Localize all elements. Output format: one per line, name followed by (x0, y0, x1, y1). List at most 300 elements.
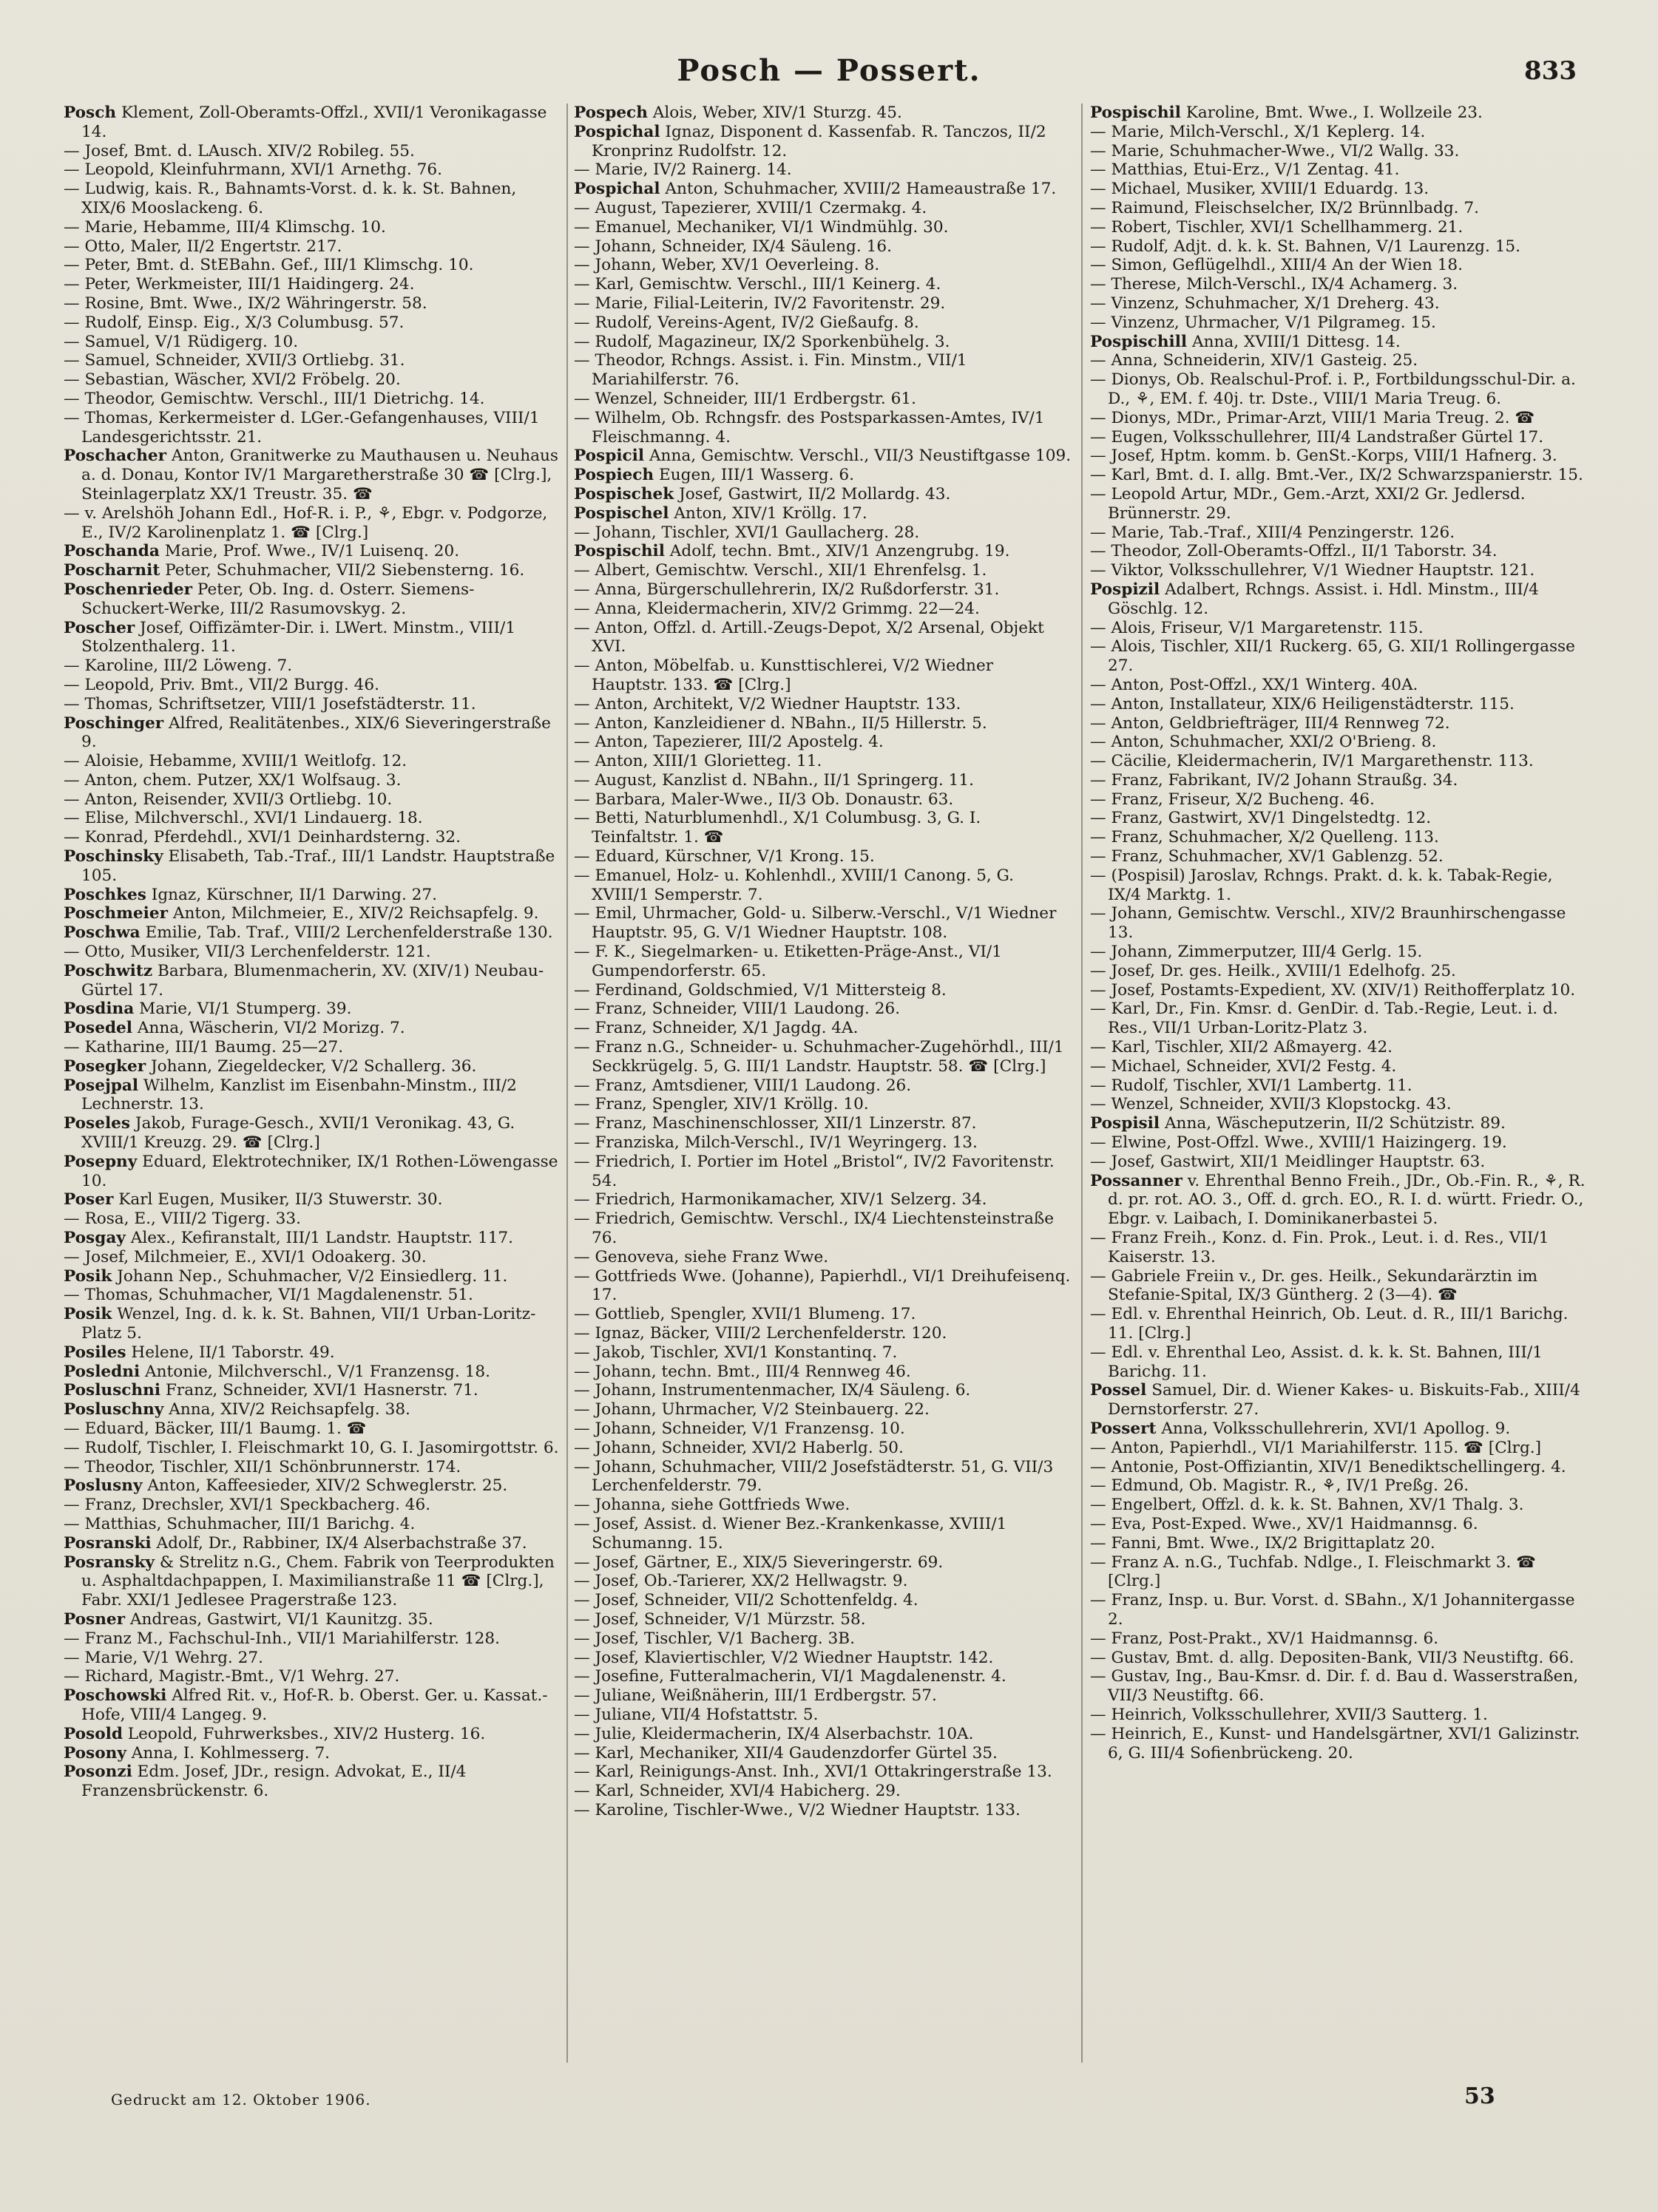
entry-surname: Pospizil (1090, 580, 1160, 599)
entry-surname: Poscher (64, 618, 135, 637)
entry-surname: Posik (64, 1266, 112, 1286)
entry-text: — Anton, Offzl. d. Artill.-Zeugs-Depot, X/2 Arsenal, Objekt XVI. (574, 618, 1044, 657)
entry-surname: Posdina (64, 1000, 135, 1019)
entry-surname: Poschwa (64, 923, 141, 943)
entry-text: — Anton, Papierhdl., VI/1 Mariahilferstr. 115. ☎ [Clrg.] (1090, 1438, 1542, 1457)
directory-entry (574, 733, 1072, 752)
entry-text: — Franz, Maschinenschlosser, XII/1 Linzerstr. 87. (574, 1114, 977, 1133)
directory-entry (574, 981, 1072, 1000)
entry-text: Alfred, Realitätenbes., XIX/6 Sieveringerstraße 9. (81, 713, 551, 752)
entry-surname: Posledni (64, 1362, 141, 1381)
directory-entry (574, 714, 1072, 733)
directory-entry (1090, 256, 1588, 275)
entry-text: — Emil, Uhrmacher, Gold- u. Silberw.-Verschl., V/1 Wiedner Hauptstr. 95, G. V/1 Wiedner Hauptstr. 108. (574, 904, 1057, 943)
entry-text: — Anton, Post-Offzl., XX/1 Winterg. 40A. (1090, 675, 1418, 694)
directory-entry (64, 447, 562, 503)
directory-entry (574, 1019, 1072, 1038)
directory-entry (574, 790, 1072, 810)
directory-entry (1090, 218, 1588, 237)
entry-text: Alex., Kefiranstalt, III/1 Landstr. Hauptstr. 117. (125, 1229, 514, 1248)
directory-entry (574, 390, 1072, 409)
entry-text: — Josef, Gastwirt, XII/1 Meidlinger Hauptstr. 63. (1090, 1152, 1486, 1171)
directory-entry (1090, 733, 1588, 752)
directory-entry (1090, 275, 1588, 294)
entry-surname: Pospiech (574, 466, 654, 485)
entry-text: Marie, Prof. Wwe., IV/1 Luisenq. 20. (159, 542, 460, 561)
entry-text: — Edl. v. Ehrenthal Heinrich, Ob. Leut. d. R., III/1 Barichg. 11. [Clrg.] (1090, 1305, 1569, 1343)
entry-text: — Karl, Gemischtw. Verschl., III/1 Keinerg. 4. (574, 275, 941, 294)
entry-text: Josef, Oiffizämter-Dir. i. LWert. Minstm., VIII/1 Stolzenthalerg. 11. (81, 618, 516, 657)
directory-entry (574, 1095, 1072, 1114)
directory-entry (574, 619, 1072, 657)
entry-text: — Leopold, Kleinfuhrmann, XVI/1 Arnethg. 76. (64, 160, 442, 180)
entry-surname: Posluschny (64, 1400, 164, 1419)
entry-text: — Robert, Tischler, XVI/1 Schellhammerg. 21. (1090, 217, 1464, 237)
directory-entry (1090, 313, 1588, 333)
entry-surname: Posiles (64, 1343, 126, 1362)
directory-entry (64, 1363, 562, 1382)
directory-entry (64, 1496, 562, 1515)
entry-text: — Johann, Zimmerputzer, III/4 Gerlg. 15. (1090, 943, 1423, 962)
entry-text: — Anton, Installateur, XIX/6 Heiligenstädterstr. 115. (1090, 694, 1515, 713)
entry-text: — Marie, V/1 Wehrg. 27. (64, 1648, 263, 1667)
directory-entry (64, 714, 562, 753)
directory-entry (1090, 1534, 1588, 1553)
directory-entry (574, 1324, 1072, 1343)
entry-text: Wenzel, Ing. d. k. k. St. Bahnen, VII/1 Urban-Loritz-Platz 5. (81, 1305, 536, 1343)
entry-text: — Anton, Kanzleidiener d. NBahn., II/5 Hillerstr. 5. (574, 713, 987, 733)
directory-entry (1090, 351, 1588, 370)
entry-text: — Jakob, Tischler, XVI/1 Konstantinq. 7. (574, 1343, 898, 1362)
page-title: Posch — Possert. (677, 53, 981, 88)
directory-entry (1090, 1305, 1588, 1343)
entry-surname: Poschkes (64, 885, 146, 904)
directory-entry (64, 1400, 562, 1419)
directory-entry (64, 1439, 562, 1458)
column-2 (574, 104, 1072, 2063)
directory-entry (64, 351, 562, 370)
entry-text: — Juliane, Weißnäherin, III/1 Erdbergstr. 57. (574, 1686, 937, 1706)
entry-text: — F. K., Siegelmarken- u. Etiketten-Präge-Anst., VI/1 Gumpendorferstr. 65. (574, 943, 1002, 980)
entry-text: — Karoline, Tischler-Wwe., V/2 Wiedner Hauptstr. 133. (574, 1800, 1021, 1819)
entry-text: — Betti, Naturblumenhdl., X/1 Columbusg. 3, G. I. Teinfaltstr. 1. ☎ (574, 809, 981, 847)
directory-entry (1090, 485, 1588, 523)
entry-text: — Marie, Hebamme, III/4 Klimschg. 10. (64, 217, 386, 237)
entry-text: — Franz Freih., Konz. d. Fin. Prok., Leut. i. d. Res., VII/1 Kaiserstr. 13. (1090, 1229, 1549, 1266)
directory-entry (1090, 142, 1588, 161)
directory-entry (1090, 904, 1588, 943)
directory-entry (64, 294, 562, 313)
directory-entry (64, 504, 562, 543)
entry-text: Leopold, Fuhrwerksbes., XIV/2 Husterg. 16. (122, 1724, 486, 1743)
entry-text: — Leopold Artur, MDr., Gem.-Arzt, XXI/2 Gr. Jedlersd. Brünnerstr. 29. (1090, 484, 1526, 523)
directory-entry (1090, 1133, 1588, 1153)
entry-text: — Johann, Tischler, XVI/1 Gaullacherg. 28. (574, 523, 920, 542)
directory-entry (574, 1267, 1072, 1306)
directory-entry (574, 1363, 1072, 1382)
entry-surname: Pospischel (574, 503, 669, 523)
directory-entry (1090, 428, 1588, 447)
entry-text: — Konrad, Pferdehdl., XVI/1 Deinhardsterng. 32. (64, 828, 461, 847)
directory-entry (574, 104, 1072, 123)
page-number: 833 (1524, 56, 1577, 86)
entry-text: Jakob, Furage-Gesch., XVII/1 Veronikag. 43, G. XVIII/1 Kreuzg. 29. ☎ [Clrg.] (81, 1114, 515, 1153)
entry-text: — Josef, Hptm. komm. b. GenSt.-Korps, VIII/1 Hafnerg. 3. (1090, 447, 1557, 466)
directory-entry (1090, 1725, 1588, 1763)
directory-entry (64, 1744, 562, 1763)
directory-entry (64, 943, 562, 962)
directory-entry (64, 1649, 562, 1668)
entry-surname: Pospichal (574, 180, 660, 199)
entry-text: — Dionys, Ob. Realschul-Prof. i. P., Fortbildungsschul-Dir. a. D., ⚘, EM. f. 40j. tr. Dste., VIII/1 Maria Treug. 6. (1090, 370, 1576, 408)
directory-entry (64, 1686, 562, 1725)
directory-entry (1090, 1649, 1588, 1668)
entry-text: Ignaz, Disponent d. Kassenfab. R. Tanczos, II/2 Kronprinz Rudolfstr. 12. (592, 122, 1046, 160)
entry-text: — Juliane, VII/4 Hofstattstr. 5. (574, 1705, 819, 1724)
entry-text: — Franz, Fabrikant, IV/2 Johann Straußg. 34. (1090, 770, 1458, 790)
directory-entry (1090, 523, 1588, 543)
entry-text: Alfred Rit. v., Hof-R. b. Oberst. Ger. u. Kassat.-Hofe, VIII/4 Langeg. 9. (81, 1686, 548, 1724)
directory-entry (64, 180, 562, 218)
entry-text: — Josefine, Futteralmacherin, VI/1 Magdalenenstr. 4. (574, 1667, 1006, 1686)
directory-entry (64, 313, 562, 333)
entry-text: — Elise, Milchverschl., XVI/1 Lindauerg. 18. (64, 809, 423, 828)
entry-text: — Richard, Magistr.-Bmt., V/1 Wehrg. 27. (64, 1667, 400, 1686)
entry-text: — Josef, Bmt. d. LAusch. XIV/2 Robileg. 55. (64, 141, 415, 160)
entry-text: Anna, Gemischtw. Verschl., VII/3 Neustiftgasse 109. (644, 447, 1072, 466)
entry-text: — Theodor, Tischler, XII/1 Schönbrunnerstr. 174. (64, 1457, 461, 1476)
directory-entry (1090, 180, 1588, 199)
directory-entry (574, 1572, 1072, 1591)
directory-entry (64, 409, 562, 447)
directory-entry (1090, 752, 1588, 771)
entry-text: Anna, Volksschullehrerin, XVI/1 Apollog. 9. (1156, 1419, 1511, 1438)
directory-entry (574, 1553, 1072, 1573)
entry-text: — Franz, Schneider, X/1 Jagdg. 4A. (574, 1019, 859, 1038)
directory-entry (1090, 962, 1588, 981)
directory-entry (64, 1286, 562, 1305)
entry-text: Anton, XIV/1 Kröllg. 17. (669, 503, 867, 523)
entry-text: — Aloisie, Hebamme, XVIII/1 Weitlofg. 12. (64, 752, 407, 771)
entry-text: — Franz, Schuhmacher, XV/1 Gablenzg. 52. (1090, 847, 1444, 866)
directory-entry (574, 275, 1072, 294)
directory-entry (1090, 542, 1588, 561)
directory-entry (574, 600, 1072, 619)
directory-entry (64, 1000, 562, 1019)
entry-text: Franz, Schneider, XVI/1 Hasnerstr. 71. (160, 1381, 478, 1400)
directory-entry (574, 333, 1072, 352)
entry-text: — Rudolf, Einsp. Eig., X/3 Columbusg. 57. (64, 313, 405, 332)
entry-surname: Posedel (64, 1019, 132, 1038)
entry-text: — Michael, Schneider, XVI/2 Festg. 4. (1090, 1056, 1397, 1076)
entry-text: — Franziska, Milch-Verschl., IV/1 Weyringerg. 13. (574, 1133, 978, 1153)
entry-text: — Franz A. n.G., Tuchfab. Ndlge., I. Fleischmarkt 3. ☎ [Clrg.] (1090, 1553, 1537, 1591)
directory-entry (64, 962, 562, 1000)
directory-entry (574, 1629, 1072, 1649)
entry-text: Anton, Milchmeier, E., XIV/2 Reichsapfelg. 9. (167, 904, 539, 923)
directory-entry (1090, 1076, 1588, 1096)
directory-entry (574, 485, 1072, 504)
directory-entry (64, 886, 562, 905)
directory-entry (64, 1553, 562, 1610)
entry-text: — Eduard, Bäcker, III/1 Baumg. 1. ☎ (64, 1419, 367, 1438)
directory-entry (64, 370, 562, 390)
entry-text: Samuel, Dir. d. Wiener Kakes- u. Biskuits-Fab., XIII/4 Dernstorferstr. 27. (1108, 1381, 1580, 1419)
entry-text: — August, Kanzlist d. NBahn., II/1 Springerg. 11. (574, 770, 975, 790)
entry-text: — Marie, Filial-Leiterin, IV/2 Favoritenstr. 29. (574, 294, 946, 313)
directory-entry (64, 752, 562, 771)
entry-text: — Franz n.G., Schneider- u. Schuhmacher-Zugehörhdl., III/1 Seckkrügelg. 5, G. III/1 Landstr. Hauptstr. 58. ☎ [Clrg.] (574, 1038, 1064, 1076)
directory-entry (574, 1381, 1072, 1400)
directory-entry (64, 580, 562, 619)
directory-entry (64, 1458, 562, 1477)
directory-entry (64, 847, 562, 886)
directory-entry (574, 447, 1072, 466)
entry-surname: Poschinsky (64, 847, 163, 866)
directory-entry (574, 313, 1072, 333)
entry-surname: Posransky (64, 1553, 155, 1572)
directory-entry (1090, 809, 1588, 828)
directory-entry (574, 1667, 1072, 1686)
entry-text: Peter, Ob. Ing. d. Osterr. Siemens-Schuckert-Werke, III/2 Rasumovskyg. 2. (81, 580, 475, 618)
entry-text: — Josef, Ob.-Tarierer, XX/2 Hellwagstr. 9. (574, 1572, 908, 1591)
directory-entry (1090, 294, 1588, 313)
directory-entry (574, 1153, 1072, 1191)
entry-text: — Anton, Schuhmacher, XXI/2 O'Brieng. 8. (1090, 733, 1437, 752)
directory-entry (1090, 714, 1588, 733)
directory-columns (64, 104, 1588, 2063)
directory-entry (574, 1763, 1072, 1782)
directory-entry (64, 1343, 562, 1363)
directory-entry (574, 1725, 1072, 1744)
entry-text: Barbara, Blumenmacherin, XV. (XIV/1) Neubau-Gürtel 17. (81, 961, 544, 1000)
entry-text: — Wilhelm, Ob. Rchngsfr. des Postsparkassen-Amtes, IV/1 Fleischmanng. 4. (574, 408, 1045, 447)
entry-text: — Marie, Tab.-Traf., XIII/4 Penzingerstr. 126. (1090, 523, 1455, 542)
directory-entry (64, 1114, 562, 1153)
entry-surname: Posch (64, 104, 117, 122)
entry-surname: Poschinger (64, 713, 164, 733)
entry-text: — Emanuel, Mechaniker, VI/1 Windmühlg. 30. (574, 217, 949, 237)
directory-entry (1090, 1095, 1588, 1114)
directory-entry (574, 160, 1072, 180)
entry-surname: Pospischil (574, 542, 665, 561)
entry-text: — Samuel, V/1 Rüdigerg. 10. (64, 332, 299, 351)
directory-entry (64, 1667, 562, 1686)
entry-text: — Theodor, Gemischtw. Verschl., III/1 Dietrichg. 14. (64, 389, 485, 408)
entry-text: — Friedrich, Gemischtw. Verschl., IX/4 Liechtensteinstraße 76. (574, 1210, 1055, 1248)
directory-entry (574, 1706, 1072, 1725)
directory-entry (574, 1343, 1072, 1363)
directory-entry (574, 1649, 1072, 1668)
entry-surname: Poschenrieder (64, 580, 193, 599)
directory-entry (64, 1210, 562, 1229)
column-divider (1081, 104, 1083, 2063)
entry-text: — Ludwig, kais. R., Bahnamts-Vorst. d. k. k. St. Bahnen, XIX/6 Mooslackeng. 6. (64, 180, 517, 217)
directory-entry (1090, 333, 1588, 352)
directory-entry (64, 771, 562, 790)
directory-entry (1090, 981, 1588, 1000)
entry-surname: Posold (64, 1724, 123, 1743)
directory-entry (64, 390, 562, 409)
entry-text: — Anna, Bürgerschullehrerin, IX/2 Rußdorferstr. 31. (574, 580, 1000, 599)
entry-text: — Otto, Musiker, VII/3 Lerchenfelderstr. 121. (64, 943, 431, 962)
entry-surname: Pospischil (1090, 104, 1181, 122)
entry-text: — Emanuel, Holz- u. Kohlenhdl., XVIII/1 Canong. 5, G. XVIII/1 Semperstr. 7. (574, 866, 1014, 904)
entry-text: — Franz, Friseur, X/2 Bucheng. 46. (1090, 790, 1375, 809)
directory-entry (574, 1419, 1072, 1439)
entry-text: — Thomas, Schriftsetzer, VIII/1 Josefstädterstr. 11. (64, 694, 476, 713)
entry-text: — Franz, Spengler, XIV/1 Kröllg. 10. (574, 1095, 869, 1114)
directory-entry (64, 237, 562, 257)
directory-entry (574, 1038, 1072, 1076)
directory-entry (64, 1763, 562, 1801)
directory-entry (1090, 1496, 1588, 1515)
entry-text: Josef, Gastwirt, II/2 Mollardg. 43. (674, 484, 951, 503)
directory-entry (1090, 771, 1588, 790)
entry-text: — Therese, Milch-Verschl., IX/4 Achamerg. 3. (1090, 275, 1458, 294)
directory-entry (1090, 409, 1588, 428)
directory-entry (574, 771, 1072, 790)
directory-entry (574, 123, 1072, 161)
entry-text: — Edl. v. Ehrenthal Leo, Assist. d. k. k. St. Bahnen, III/1 Barichg. 11. (1090, 1343, 1543, 1381)
entry-text: Anton, Kaffeesieder, XIV/2 Schweglerstr. 25. (142, 1476, 508, 1496)
entry-text: — Vinzenz, Schuhmacher, X/1 Dreherg. 43. (1090, 294, 1440, 313)
directory-entry (64, 1629, 562, 1649)
entry-text: Adalbert, Rchngs. Assist. i. Hdl. Minstm., III/4 Göschlg. 12. (1108, 580, 1539, 618)
entry-text: — Josef, Schneider, VII/2 Schottenfeldg. 4. (574, 1591, 918, 1610)
entry-text: — Edmund, Ob. Magistr. R., ⚘, IV/1 Preßg. 26. (1090, 1476, 1469, 1496)
directory-entry (1090, 580, 1588, 619)
entry-text: — August, Tapezierer, XVIII/1 Czermakg. 4. (574, 198, 927, 217)
entry-surname: Poschanda (64, 542, 160, 561)
entry-text: — Rudolf, Adjt. d. k. k. St. Bahnen, V/1 Laurenzg. 15. (1090, 237, 1521, 256)
entry-surname: Poschowski (64, 1686, 167, 1706)
entry-text: — Johann, techn. Bmt., III/4 Rennweg 46. (574, 1362, 911, 1381)
directory-entry (574, 504, 1072, 523)
entry-text: — Ferdinand, Goldschmied, V/1 Mittersteig 8. (574, 980, 947, 1000)
entry-text: — Johann, Gemischtw. Verschl., XIV/2 Braunhirschengasse 13. (1090, 904, 1566, 943)
entry-text: — Julie, Kleidermacherin, IX/4 Alserbachstr. 10A. (574, 1724, 974, 1743)
entry-text: — Simon, Geflügelhdl., XIII/4 An der Wien 18. (1090, 256, 1463, 275)
entry-surname: Poscharnit (64, 561, 160, 580)
directory-entry (64, 695, 562, 714)
directory-entry (1090, 637, 1588, 676)
entry-text: Anton, Schuhmacher, XVIII/2 Hameaustraße 17. (660, 180, 1057, 199)
directory-entry (574, 1686, 1072, 1706)
directory-entry (574, 847, 1072, 866)
entry-text: — Alois, Friseur, V/1 Margaretenstr. 115. (1090, 618, 1424, 637)
entry-surname: Posonzi (64, 1763, 132, 1782)
entry-surname: Poser (64, 1190, 114, 1210)
directory-entry (574, 218, 1072, 237)
directory-entry (574, 580, 1072, 600)
directory-entry (1090, 1706, 1588, 1725)
entry-text: — Josef, Postamts-Expedient, XV. (XIV/1) Reithofferplatz 10. (1090, 980, 1576, 1000)
entry-surname: Poslusny (64, 1476, 143, 1496)
entry-text: — Rudolf, Tischler, XVI/1 Lambertg. 11. (1090, 1076, 1412, 1095)
entry-surname: Possert (1090, 1419, 1157, 1438)
directory-entry (64, 1153, 562, 1191)
entry-text: — Peter, Bmt. d. StEBahn. Gef., III/1 Klimschg. 10. (64, 256, 474, 275)
entry-text: — Franz M., Fachschul-Inh., VII/1 Mariahilferstr. 128. (64, 1629, 500, 1648)
directory-entry (1090, 1229, 1588, 1267)
entry-text: — Johann, Uhrmacher, V/2 Steinbauerg. 22. (574, 1400, 930, 1419)
entry-text: Ignaz, Kürschner, II/1 Darwing. 27. (146, 885, 438, 904)
entry-text: — Wenzel, Schneider, XVII/3 Klopstockg. 43. (1090, 1095, 1452, 1114)
entry-text: — Gabriele Freiin v., Dr. ges. Heilk., Sekundarärztin im Stefanie-Spital, IX/3 Güntherg. 2 (3—4). ☎ (1090, 1266, 1538, 1305)
column-3 (1090, 104, 1588, 2063)
directory-entry (1090, 1419, 1588, 1439)
directory-entry (574, 1190, 1072, 1210)
entry-text: — Gottfrieds Wwe. (Johanne), Papierhdl., VI/1 Dreihufeisenq. 17. (574, 1266, 1071, 1305)
entry-surname: Poschmeier (64, 904, 168, 923)
directory-entry (1090, 237, 1588, 257)
entry-text: — Josef, Assist. d. Wiener Bez.-Krankenkasse, XVIII/1 Schumanng. 15. (574, 1514, 1007, 1553)
entry-text: — Josef, Milchmeier, E., XVI/1 Odoakerg. 30. (64, 1247, 427, 1266)
directory-entry (64, 676, 562, 695)
entry-surname: Poschwitz (64, 961, 153, 980)
directory-entry (64, 1038, 562, 1057)
entry-text: Eduard, Elektrotechniker, IX/1 Rothen-Löwengasse 10. (81, 1152, 558, 1190)
entry-text: — Leopold, Priv. Bmt., VII/2 Burgg. 46. (64, 675, 379, 694)
entry-text: — Johann, Schuhmacher, VIII/2 Josefstädterstr. 51, G. VII/3 Lerchenfelderstr. 79. (574, 1457, 1054, 1496)
directory-entry (574, 1000, 1072, 1019)
entry-text: — Otto, Maler, II/2 Engertstr. 217. (64, 237, 342, 256)
directory-entry (64, 1248, 562, 1267)
directory-entry (574, 904, 1072, 943)
directory-entry (1090, 1114, 1588, 1133)
directory-entry (574, 1801, 1072, 1820)
directory-entry (1090, 1515, 1588, 1534)
directory-entry (64, 809, 562, 828)
entry-text: — Johann, Schneider, IX/4 Säuleng. 16. (574, 237, 892, 256)
directory-entry (574, 237, 1072, 257)
entry-surname: Pospisil (1090, 1114, 1160, 1133)
entry-text: — Engelbert, Offzl. d. k. k. St. Bahnen, XV/1 Thalg. 3. (1090, 1496, 1524, 1515)
entry-text: v. Ehrenthal Benno Freih., JDr., Ob.-Fin. R., ⚘, R. d. pr. rot. AO. 3., Off. d. grch. EO., R. I. d. württ. Friedr. O., Ebgr. v. Laibach, I. Dominikanerbastei 5. (1108, 1171, 1586, 1229)
entry-text: Anna, Wäscherin, VI/2 Morizg. 7. (132, 1019, 405, 1038)
directory-entry (64, 1267, 562, 1286)
entry-text: — Michael, Musiker, XVIII/1 Eduardg. 13. (1090, 180, 1429, 199)
directory-entry (574, 1076, 1072, 1096)
entry-text: — Rudolf, Tischler, I. Fleischmarkt 10, G. I. Jasomirgottstr. 6. (64, 1438, 559, 1457)
entry-surname: Posony (64, 1743, 126, 1763)
sheet-number: 53 (1464, 2083, 1495, 2109)
column-divider (566, 104, 568, 2063)
entry-text: Karoline, Bmt. Wwe., I. Wollzeile 23. (1180, 104, 1483, 122)
entry-text: — Peter, Werkmeister, III/1 Haidingerg. 24. (64, 275, 415, 294)
entry-text: — Eduard, Kürschner, V/1 Krong. 15. (574, 847, 875, 866)
entry-text: Adolf, techn. Bmt., XIV/1 Anzengrubg. 19. (664, 542, 1010, 561)
entry-text: — Heinrich, Volksschullehrer, XVII/3 Sautterg. 1. (1090, 1705, 1488, 1724)
directory-entry (574, 1439, 1072, 1458)
directory-entry (574, 1248, 1072, 1267)
directory-entry (1090, 1343, 1588, 1382)
directory-entry (1090, 1381, 1588, 1419)
directory-entry (64, 1190, 562, 1210)
entry-surname: Possel (1090, 1381, 1147, 1400)
directory-entry (64, 1305, 562, 1343)
entry-text: — Anton, XIII/1 Glorietteg. 11. (574, 752, 822, 771)
directory-entry (1090, 943, 1588, 962)
entry-text: — Josef, Gärtner, E., XIX/5 Sieveringerstr. 69. (574, 1553, 944, 1572)
entry-text: Anton, Granitwerke zu Mauthausen u. Neuhaus a. d. Donau, Kontor IV/1 Margaretherstraße 30 ☎ [Clrg.], Steinlagerplatz XX/1 Treustr. 35. ☎ (81, 447, 558, 503)
directory-entry (1090, 466, 1588, 485)
entry-text: — Johann, Schneider, XVI/2 Haberlg. 50. (574, 1438, 904, 1457)
directory-entry (574, 809, 1072, 847)
entry-text: Anna, XVIII/1 Dittesg. 14. (1187, 332, 1401, 351)
entry-text: — (Pospisil) Jaroslav, Rchngs. Prakt. d. k. k. Tabak-Regie, IX/4 Marktg. 1. (1090, 866, 1553, 904)
